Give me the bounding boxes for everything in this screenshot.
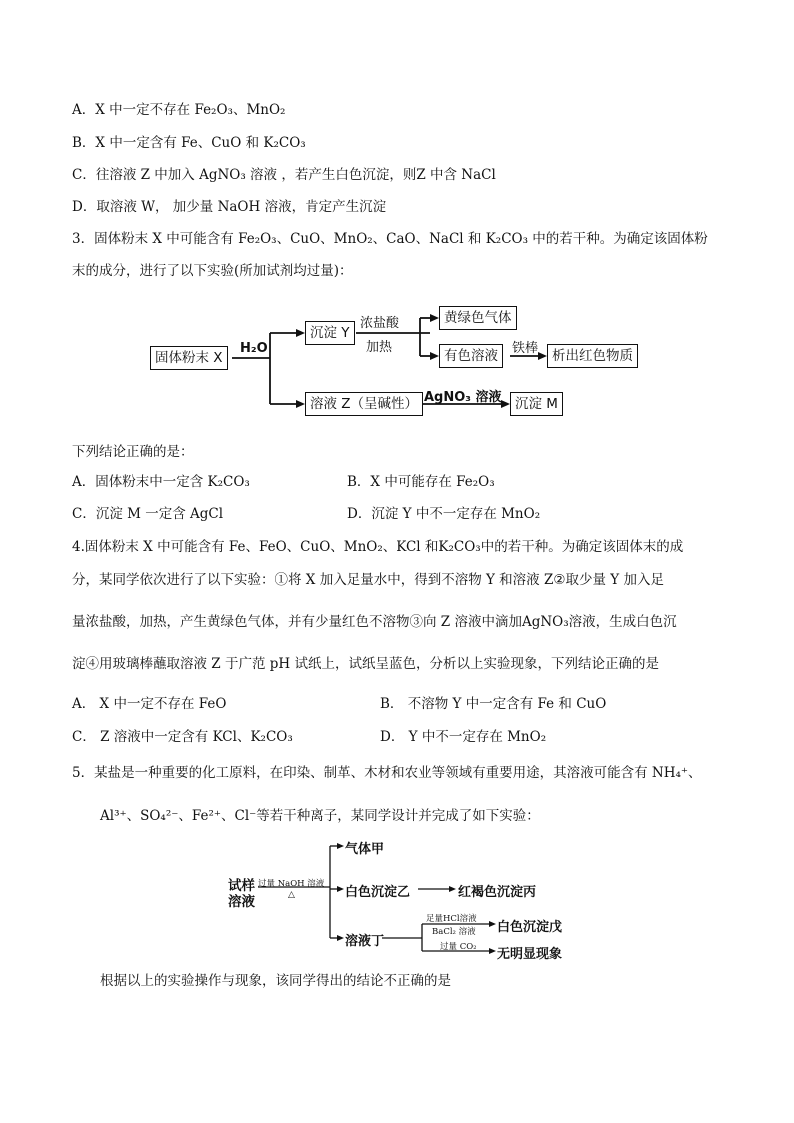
q3-option-a: A．固体粉末中一定含 K₂CO₃	[72, 474, 250, 490]
q5-co2-label: 过量 CO₂	[440, 942, 477, 952]
q5-line1: 5．某盐是一种重要的化工原料，在印染、制革、木材和农业等领域有重要用途，其溶液可能含有 NH₄⁺、	[72, 765, 702, 781]
flow-yellow-gas-box: 黄绿色气体	[439, 306, 517, 330]
q4-option-c: C． Z 溶液中一定含有 KCl、K₂CO₃	[72, 729, 293, 745]
q3-stem-line1: 3．固体粉末 X 中可能含有 Fe₂O₃、CuO、MnO₂、CaO、NaCl 和 K₂CO₃ 中的若干种。为确定该固体粉	[72, 231, 708, 247]
q3-prompt: 下列结论正确的是：	[72, 444, 194, 460]
q5-gas-a: 气体甲	[345, 842, 385, 857]
q5-solution-d: 溶液丁	[345, 934, 385, 949]
flow-colored-solution-box: 有色溶液	[439, 344, 503, 368]
q4-option-d: D． Y 中不一定存在 MnO₂	[380, 729, 547, 745]
q5-hcl-label: 足量HCl溶液	[426, 914, 477, 924]
q5-delta-label: △	[288, 890, 295, 900]
q5-naoh-label: 过量 NaOH 溶液	[258, 879, 325, 889]
q4-line4: 淀④用玻璃棒蘸取溶液 Z 于广范 pH 试纸上，试纸呈蓝色，分析以上实验现象，下列结论正确的是	[72, 656, 659, 672]
flow-heat-label: 加热	[366, 340, 393, 355]
q5-redbrown-c: 红褐色沉淀丙	[458, 885, 537, 900]
flow-precip-y-box: 沉淀 Y	[305, 321, 355, 345]
flow-solution-z-box: 溶液 Z（呈碱性）	[305, 392, 423, 416]
q2-option-b: B．X 中一定含有 Fe、CuO 和 K₂CO₃	[72, 135, 306, 151]
q3-option-d: D．沉淀 Y 中不一定存在 MnO₂	[347, 506, 541, 522]
q5-solution-label: 溶液	[228, 894, 255, 910]
flow-solid-x-box: 固体粉末 X	[150, 346, 228, 370]
q3-option-b: B．X 中可能存在 Fe₂O₃	[347, 474, 495, 490]
flow-agno3-label: AgNO₃ 溶液	[424, 390, 502, 405]
q5-white-e: 白色沉淀戊	[497, 920, 563, 935]
q4-line2: 分，某同学依次进行了以下实验：①将 X 加入足量水中，得到不溶物 Y 和溶液 Z②取少量 Y 加入足	[72, 572, 664, 588]
q5-no-change: 无明显现象	[497, 947, 563, 962]
q4-option-b: B． 不溶物 Y 中一定含有 Fe 和 CuO	[380, 696, 607, 712]
q2-option-d: D．取溶液 W， 加少量 NaOH 溶液，肯定产生沉淀	[72, 199, 387, 215]
flow-red-substance-box: 析出红色物质	[547, 344, 638, 368]
q5-sample-label: 试样	[228, 878, 255, 894]
flow-conc-hcl-label: 浓盐酸	[360, 316, 400, 331]
q3-option-c: C．沉淀 M 一定含 AgCl	[72, 506, 224, 522]
q5-bacl2-label: BaCl₂ 溶液	[432, 927, 476, 937]
q5-white-b: 白色沉淀乙	[345, 885, 411, 900]
q3-stem-line2: 末的成分，进行了以下实验(所加试剂均过量)：	[72, 263, 353, 279]
q5-line2: Al³⁺、SO₄²⁻、Fe²⁺、Cl⁻等若干种离子，某同学设计并完成了如下实验：	[100, 808, 540, 824]
flow-precip-m-box: 沉淀 M	[510, 392, 563, 416]
q2-option-c: C．往溶液 Z 中加入 AgNO₃ 溶液 ，若产生白色沉淀，则Z 中含 NaCl	[72, 167, 496, 183]
q4-option-a: A． X 中一定不存在 FeO	[72, 696, 227, 712]
q2-option-a: A．X 中一定不存在 Fe₂O₃、MnO₂	[72, 102, 286, 118]
q4-line3: 量浓盐酸，加热，产生黄绿色气体，并有少量红色不溶物③向 Z 溶液中滴加AgNO₃溶液，生成白色沉	[72, 614, 677, 630]
q4-line1: 4.固体粉末 X 中可能含有 Fe、FeO、CuO、MnO₂、KCl 和K₂CO₃中的若干种。为确定该固体末的成	[72, 539, 684, 555]
q5-last-line: 根据以上的实验操作与现象，该同学得出的结论不正确的是	[100, 973, 451, 989]
flow-iron-rod-label: 铁棒	[512, 341, 539, 356]
flow-h2o-label: H₂O	[240, 341, 268, 356]
